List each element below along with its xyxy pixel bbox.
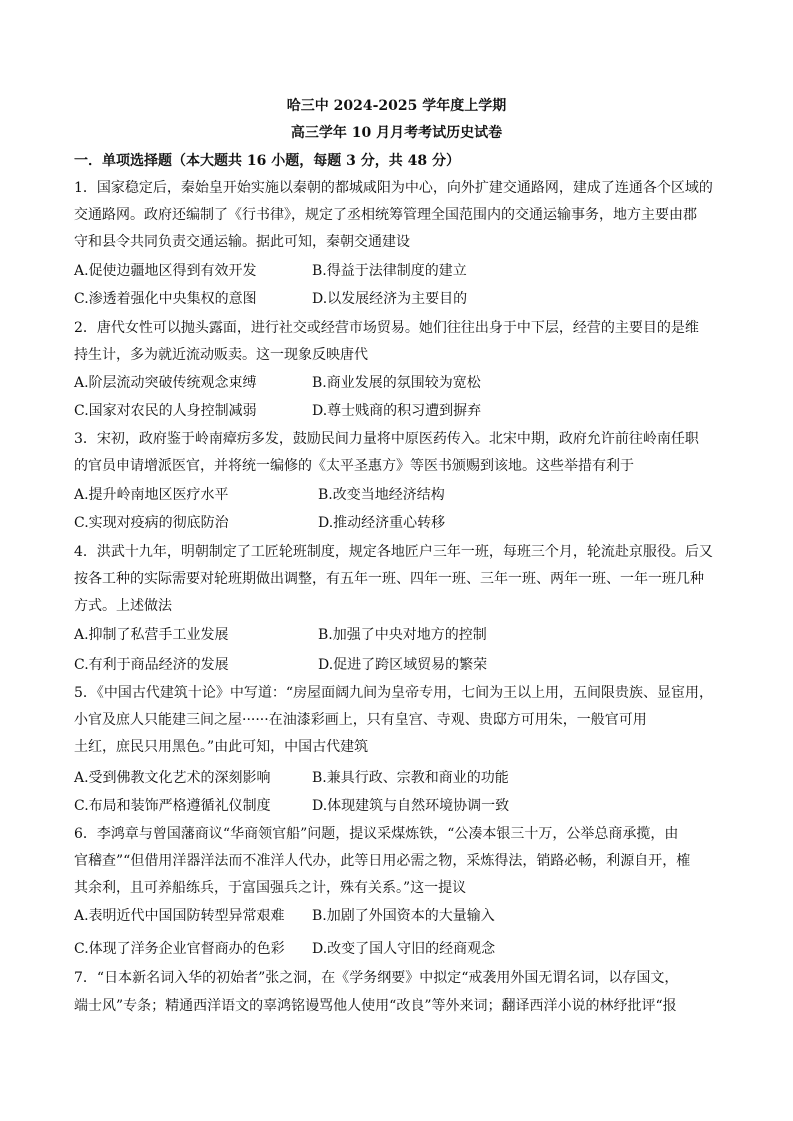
question-text-line: 2．唐代女性可以抛头露面，进行社交或经营市场贸易。她们往往出身于中下层，经营的主要目的是维 bbox=[74, 320, 699, 336]
question-text-line: 7．“日本新名词入华的初始者”张之洞，在《学务纲要》中拟定“戒袭用外国无谓名词，以存国文， bbox=[74, 970, 679, 986]
question-text-line: 土红，庶民只用黑色。”由此可知，中国古代建筑 bbox=[74, 739, 369, 755]
option-c[interactable]: C.渗透着强化中央集权的意图 bbox=[74, 291, 257, 307]
option-c[interactable]: C.体现了洋务企业官督商办的色彩 bbox=[74, 941, 285, 957]
option-b[interactable]: B.得益于法律制度的建立 bbox=[312, 263, 467, 279]
exam-title-line2: 高三学年 10 月月考考试历史试卷 bbox=[290, 125, 503, 141]
question-text-line: 交通路网。政府还编制了《行书律》，规定了丞相统筹管理全国范围内的交通运输事务，地方主要由郡 bbox=[74, 207, 697, 223]
question-text-line: 端士风”专条；精通西洋语文的辜鸿铭谩骂他人使用“改良”等外来词；翻译西洋小说的林纾批评“报 bbox=[74, 998, 677, 1014]
question-text-line: 6．李鸿章与曾国藩商议“华商领官船”问题，提议采煤炼铁，“公凑本银三十万，公举总商承揽，由 bbox=[74, 826, 679, 842]
option-d[interactable]: D.体现建筑与自然环境协调一致 bbox=[312, 798, 510, 814]
option-c[interactable]: C.布局和装饰严格遵循礼仪制度 bbox=[74, 798, 271, 814]
question-text-line: 1．国家稳定后，秦始皇开始实施以秦朝的都城咸阳为中心，向外扩建交通路网，建成了连通各个区域的 bbox=[74, 180, 713, 196]
question-text-line: 按各工种的实际需要对轮班期做出调整，有五年一班、四年一班、三年一班、两年一班、一年一班几种 bbox=[74, 571, 704, 587]
option-c[interactable]: C.实现对疫病的彻底防治 bbox=[74, 515, 229, 531]
question-text-line: 3．宋初，政府鉴于岭南瘴疠多发，鼓励民间力量将中原医药传入。北宋中期，政府允许前往岭南任职 bbox=[74, 431, 699, 447]
option-a[interactable]: A.促使边疆地区得到有效开发 bbox=[74, 263, 257, 279]
question-text-line: 小官及庶人只能建三间之屋······在油漆彩画上，只有皇宫、寺观、贵邸方可用朱，一般官可用 bbox=[74, 712, 647, 728]
option-b[interactable]: B.改变当地经济结构 bbox=[318, 487, 445, 503]
option-d[interactable]: D.尊士贱商的积习遭到摒弃 bbox=[312, 403, 482, 419]
option-d[interactable]: D.改变了国人守旧的经商观念 bbox=[312, 941, 496, 957]
option-c[interactable]: C.国家对农民的人身控制减弱 bbox=[74, 403, 257, 419]
option-d[interactable]: D.以发展经济为主要目的 bbox=[312, 291, 468, 307]
option-a[interactable]: A.提升岭南地区医疗水平 bbox=[74, 487, 229, 503]
question-text-line: 方式。上述做法 bbox=[74, 598, 172, 614]
option-a[interactable]: A.抑制了私营手工业发展 bbox=[74, 627, 229, 643]
question-text-line: 5．《中国古代建筑十论》中写道：“房屋面阔九间为皇帝专用，七间为王以上用，五间限贵族、显宦用， bbox=[74, 685, 714, 701]
option-a[interactable]: A.受到佛教文化艺术的深刻影响 bbox=[74, 770, 271, 786]
question-text-line: 守和县令共同负责交通运输。据此可知，秦朝交通建设 bbox=[74, 234, 410, 250]
option-a[interactable]: A.表明近代中国国防转型异常艰难 bbox=[74, 908, 285, 924]
option-b[interactable]: B.商业发展的氛围较为宽松 bbox=[312, 375, 481, 391]
question-text-line: 4．洪武十九年，明朝制定了工匠轮班制度，规定各地匠户三年一班，每班三个月，轮流赴京服役。后又 bbox=[74, 544, 713, 560]
option-d[interactable]: D.促进了跨区域贸易的繁荣 bbox=[318, 657, 488, 673]
option-b[interactable]: B.加强了中央对地方的控制 bbox=[318, 627, 487, 643]
question-text-line: 持生计，多为就近流动贩卖。这一现象反映唐代 bbox=[74, 347, 368, 363]
option-c[interactable]: C.有利于商品经济的发展 bbox=[74, 657, 229, 673]
exam-title-line1: 哈三中 2024-2025 学年度上学期 bbox=[286, 98, 507, 114]
option-a[interactable]: A.阶层流动突破传统观念束缚 bbox=[74, 375, 257, 391]
question-text-line: 的官员申请增派医官，并将统一编修的《太平圣惠方》等医书颁赐到该地。这些举措有利于 bbox=[74, 458, 634, 474]
option-b[interactable]: B.兼具行政、宗教和商业的功能 bbox=[312, 770, 509, 786]
section-heading: 一．单项选择题（本大题共 16 小题，每题 3 分，共 48 分） bbox=[74, 153, 460, 169]
question-text-line: 官稽查”“但借用洋器洋法而不准洋人代办，此等日用必需之物，采炼得法，销路必畅，利源自开，榷 bbox=[74, 853, 691, 869]
question-text-line: 其余利，且可养船练兵，于富国强兵之计，殊有关系。”这一提议 bbox=[74, 880, 467, 896]
option-b[interactable]: B.加剧了外国资本的大量输入 bbox=[312, 908, 495, 924]
option-d[interactable]: D.推动经济重心转移 bbox=[318, 515, 446, 531]
